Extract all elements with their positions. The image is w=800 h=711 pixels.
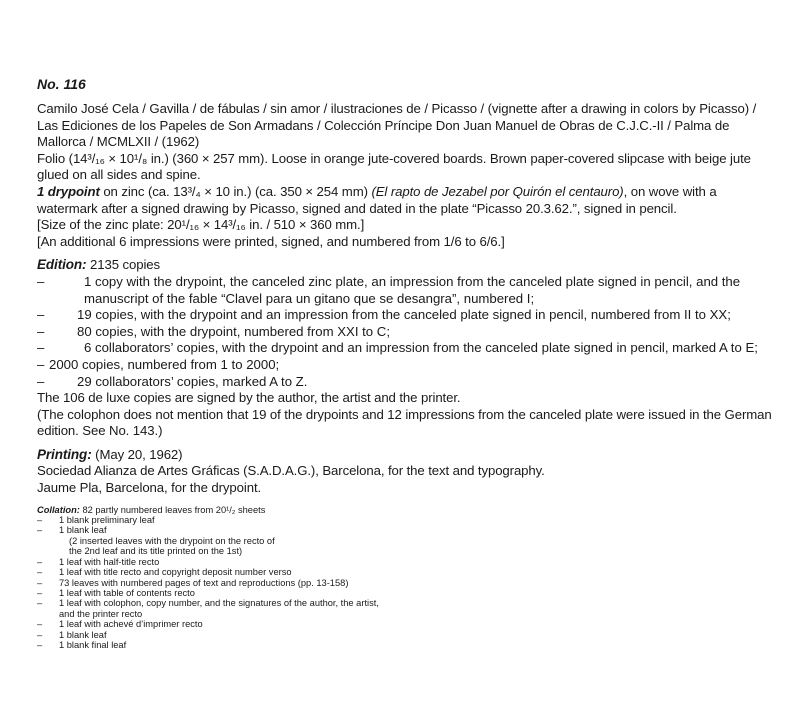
title-block: Camilo José Cela / Gavilla / de fábulas / sin amor / ilustraciones de / Picasso / (vignette after a drawing in colors by Picasso) / Las Ediciones de los Papeles de Son Armadans / Colección Príncipe Don Juan Manuel de Obras de C.J.C.-II / Palma de Mallorca / MCMLXII / (1962)	[37, 101, 757, 150]
collation-item	[37, 567, 777, 577]
collation-item	[37, 578, 777, 588]
collation-item-text: 1 blank final leaf	[59, 639, 127, 650]
edition-value: 2135 copies	[86, 257, 161, 273]
printing-section	[37, 447, 777, 497]
collation-item	[37, 619, 777, 629]
dash: –	[37, 587, 43, 598]
collation-item	[37, 598, 379, 619]
dash: –	[37, 323, 45, 339]
edition-item	[37, 324, 777, 341]
collation-item-text: 1 leaf with half-title recto	[59, 556, 160, 567]
collation-item-text: 1 blank preliminary leaf	[59, 515, 155, 526]
dash: –	[37, 556, 43, 567]
printing-label: Printing:	[37, 446, 92, 462]
dash: –	[37, 567, 43, 578]
dash: –	[37, 340, 45, 356]
printing-line-text: Sociedad Alianza de Artes Gráficas (S.A.D.A.G.), Barcelona, for the text and typography.	[37, 463, 545, 479]
collation-item	[37, 557, 777, 567]
collation-label: Collation:	[37, 504, 80, 515]
edition-item	[37, 274, 777, 307]
edition-note-signed: The 106 de luxe copies are signed by the author, the artist and the printer.	[37, 390, 461, 406]
edition-item-text: 1 copy with the drypoint, the canceled zinc plate, an impression from the canceled plate signed in pencil, and the manuscript of the fable “Clavel para un gitano que se desangra”, numbered I;	[84, 273, 741, 306]
edition-item	[37, 340, 777, 357]
collation-section	[37, 505, 777, 651]
dash: –	[37, 307, 45, 323]
entry-number: No. 116	[37, 76, 86, 92]
edition-item-text: 6 collaborators’ copies, with the drypoint and an impression from the canceled plate signed in pencil, marked A to E;	[84, 340, 758, 356]
collation-value: 82 partly numbered leaves from 20¹/₂ sheets	[79, 504, 266, 515]
dash: –	[37, 598, 43, 609]
edition-item	[37, 307, 777, 324]
edition-section	[37, 257, 777, 440]
printing-value: (May 20, 1962)	[91, 446, 183, 462]
printing-line-drypoint: Jaume Pla, Barcelona, for the drypoint.	[37, 480, 262, 496]
collation-item	[37, 588, 777, 598]
edition-item	[37, 374, 777, 391]
collation-item-text: 73 leaves with numbered pages of text and reproductions (pp. 13-158)	[59, 577, 349, 588]
catalogue-entry	[37, 76, 777, 650]
collation-item-text: 1 blank leaf	[59, 629, 107, 640]
dash: –	[37, 639, 43, 650]
dash: –	[37, 273, 45, 289]
plate-size: [Size of the zinc plate: 20¹/₁₆ × 14³/₁₆ in. / 510 × 360 mm.]	[37, 217, 365, 233]
print-description	[37, 184, 777, 217]
collation-item-text: 1 blank leaf	[59, 525, 107, 536]
print-label: 1 drypoint	[37, 183, 100, 199]
collation-item-text: 1 leaf with title recto and copyright deposit number verso	[59, 567, 292, 578]
dash: –	[37, 515, 43, 526]
collation-item-text: 1 leaf with colophon, copy number, and the signatures of the author, the artist, and the printer recto	[59, 598, 379, 619]
dash: –	[37, 577, 43, 588]
print-text-b: , on wove with a watermark after a signed drawing by Picasso, signed and dated in the plate “Picasso 20.3.62.”, signed in pencil.	[37, 183, 717, 216]
print-text-a: on zinc (ca. 13³/₄ × 10 in.) (ca. 350 × 254 mm)	[99, 183, 372, 199]
edition-item-text: 2000 copies, numbered from 1 to 2000;	[49, 356, 280, 372]
dash: –	[37, 356, 45, 372]
edition-item-text: 80 copies, with the drypoint, numbered from XXI to C;	[77, 323, 390, 339]
collation-item-text: 1 leaf with achevé d’imprimer recto	[59, 619, 203, 630]
dash: –	[37, 525, 43, 536]
edition-label: Edition:	[37, 257, 87, 273]
collation-item-text: 1 leaf with table of contents recto	[59, 587, 195, 598]
collation-item	[37, 630, 777, 640]
edition-item	[37, 357, 777, 374]
print-title: (El rapto de Jezabel por Quirón el centauro)	[371, 183, 624, 199]
format-description: Folio (14³/₁₆ × 10¹/₈ in.) (360 × 257 mm). Loose in orange jute-covered boards. Brown paper-covered slipcase with beige jute glued on all sides and spine.	[37, 150, 751, 183]
edition-item-text: 29 collaborators’ copies, marked A to Z.	[77, 373, 308, 389]
dash: –	[37, 619, 43, 630]
edition-note-colophon: (The colophon does not mention that 19 of the drypoints and 12 impressions from the canceled plate were issued in the German edition. See No. 143.)	[37, 406, 772, 439]
edition-item-text: 19 copies, with the drypoint and an impression from the canceled plate signed in pencil, numbered from II to XX;	[77, 307, 731, 323]
collation-item	[37, 525, 777, 535]
dash: –	[37, 373, 45, 389]
printing-heading	[37, 447, 777, 464]
edition-heading	[37, 257, 777, 274]
collation-item-text: (2 inserted leaves with the drypoint on the recto of the 2nd leaf and its title printed on the 1st)	[69, 535, 275, 557]
collation-heading	[37, 505, 777, 515]
dash: –	[37, 629, 43, 640]
collation-item	[37, 640, 777, 650]
collation-item	[37, 515, 777, 525]
additional-impressions: [An additional 6 impressions were printed, signed, and numbered from 1/6 to 6/6.]	[37, 233, 505, 249]
collation-item-note	[37, 536, 289, 557]
